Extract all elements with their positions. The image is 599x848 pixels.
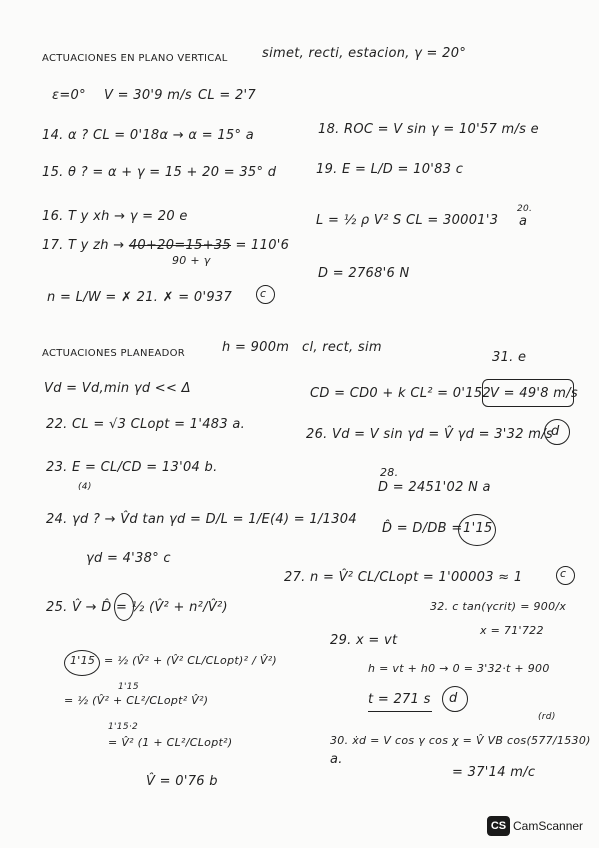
q17-label: 17. T y zh → xyxy=(42,238,125,253)
q25: 25. V̂ → D̂ = ½ (V̂² + n²/V̂²) xyxy=(46,600,228,615)
q29-underline xyxy=(368,711,432,712)
v-final: V̂ = 0'76 b xyxy=(146,774,218,789)
lift-ref: 20. xyxy=(517,204,533,214)
q27: 27. n = V̂² CL/CLopt = 1'00003 ≈ 1 xyxy=(284,570,523,585)
q32: 32. c tan(γcrit) = 900/x xyxy=(430,600,567,613)
glider-conditions: cl, rect, sim xyxy=(302,340,382,355)
q24: 24. γd ? → V̂d tan γd = D/L = 1/E(4) = 1/1304 xyxy=(46,512,357,527)
q17-result: = 110'6 xyxy=(235,238,290,253)
q17-struck: 40+20=15+35 xyxy=(128,238,231,253)
equation-a: = ½ (V̂² + (V̂² CL/CLopt)² / V̂²) xyxy=(104,654,278,667)
section-title-glider: ACTUACIONES PLANEADOR xyxy=(42,348,185,359)
q30-answer-letter: a. xyxy=(330,752,343,767)
q19: 19. E = L/D = 10'83 c xyxy=(316,162,464,177)
velocity-boxed: V = 49'8 m/s xyxy=(490,386,578,401)
q29-result: t = 271 s xyxy=(368,692,431,707)
q28: D = 2451'02 N a xyxy=(378,480,491,495)
q30-result: = 37'14 m/c xyxy=(452,765,536,780)
circled-115: 1'15 xyxy=(70,654,96,667)
equation-b: = ½ (V̂² + CL²/CLopt² V̂²) xyxy=(64,694,209,707)
answer-26: d xyxy=(551,424,560,439)
lift-answer: a xyxy=(519,214,528,229)
velocity-value: V = 30'9 m/s xyxy=(104,88,192,103)
q18: 18. ROC = V sin γ = 10'57 m/s e xyxy=(318,122,539,137)
vd-definition: Vd = Vd,min γd << Δ xyxy=(44,381,191,396)
q23-sub: (4) xyxy=(78,482,92,492)
q14: 14. α ? CL = 0'18α → α = 15° a xyxy=(42,128,254,143)
camscanner-label: CamScanner xyxy=(513,819,584,833)
epsilon-value: ε=0° xyxy=(52,88,86,103)
answer-21: c xyxy=(260,287,267,300)
drag-ratio: D̂ = D/DB = xyxy=(382,521,463,536)
dhat-circle xyxy=(114,593,134,621)
q29: 29. x = vt xyxy=(330,633,398,648)
lift-equation: L = ½ ρ V² S CL = 30001'3 xyxy=(316,213,499,228)
q16: 16. T y xh → γ = 20 e xyxy=(42,209,188,224)
q28-label: 28. xyxy=(380,466,399,479)
answer-27: c xyxy=(560,567,567,580)
q30-ref: (rd) xyxy=(538,712,556,722)
q29-equation: h = vt + h0 → 0 = 3'32·t + 900 xyxy=(368,662,550,675)
camscanner-logo: CS xyxy=(487,816,510,836)
q22: 22. CL = √3 CLopt = 1'483 a. xyxy=(46,417,246,432)
gamma-d: γd = 4'38° c xyxy=(86,551,171,566)
cd-equation: CD = CD0 + k CL² = 0'152 xyxy=(310,386,491,401)
section-title-vertical: ACTUACIONES EN PLANO VERTICAL xyxy=(42,53,228,64)
drag-value: D = 2768'6 N xyxy=(318,266,410,281)
q17-denominator: 90 + γ xyxy=(172,254,211,267)
q26: 26. Vd = V sin γd = V̂ γd = 3'32 m/s xyxy=(306,427,553,442)
glider-altitude: h = 900m xyxy=(222,340,290,355)
q15: 15. θ ? = α + γ = 15 + 20 = 35° d xyxy=(42,165,277,180)
header-conditions: simet, recti, estacion, γ = 20° xyxy=(262,46,467,61)
q31: 31. e xyxy=(492,350,527,365)
q23: 23. E = CL/CD = 13'04 b. xyxy=(46,460,218,475)
cl-value: CL = 2'7 xyxy=(198,88,256,103)
equation-c-pre: 1'15·2 xyxy=(108,722,139,732)
q32-result: x = 71'722 xyxy=(480,624,544,637)
q30: 30. ẋd = V cos γ cos χ = V̂ VB cos(577/1530) xyxy=(330,734,591,747)
q17 xyxy=(42,238,289,253)
equation-c: = V̂² (1 + CL²/CLopt²) xyxy=(108,736,233,749)
load-factor: n = L/W = ✗ 21. ✗ = 0'937 xyxy=(47,290,233,305)
answer-29: d xyxy=(449,691,458,706)
equation-b-pre: 1'15 xyxy=(118,682,139,692)
answer-dhat: 1'15 xyxy=(463,521,493,536)
